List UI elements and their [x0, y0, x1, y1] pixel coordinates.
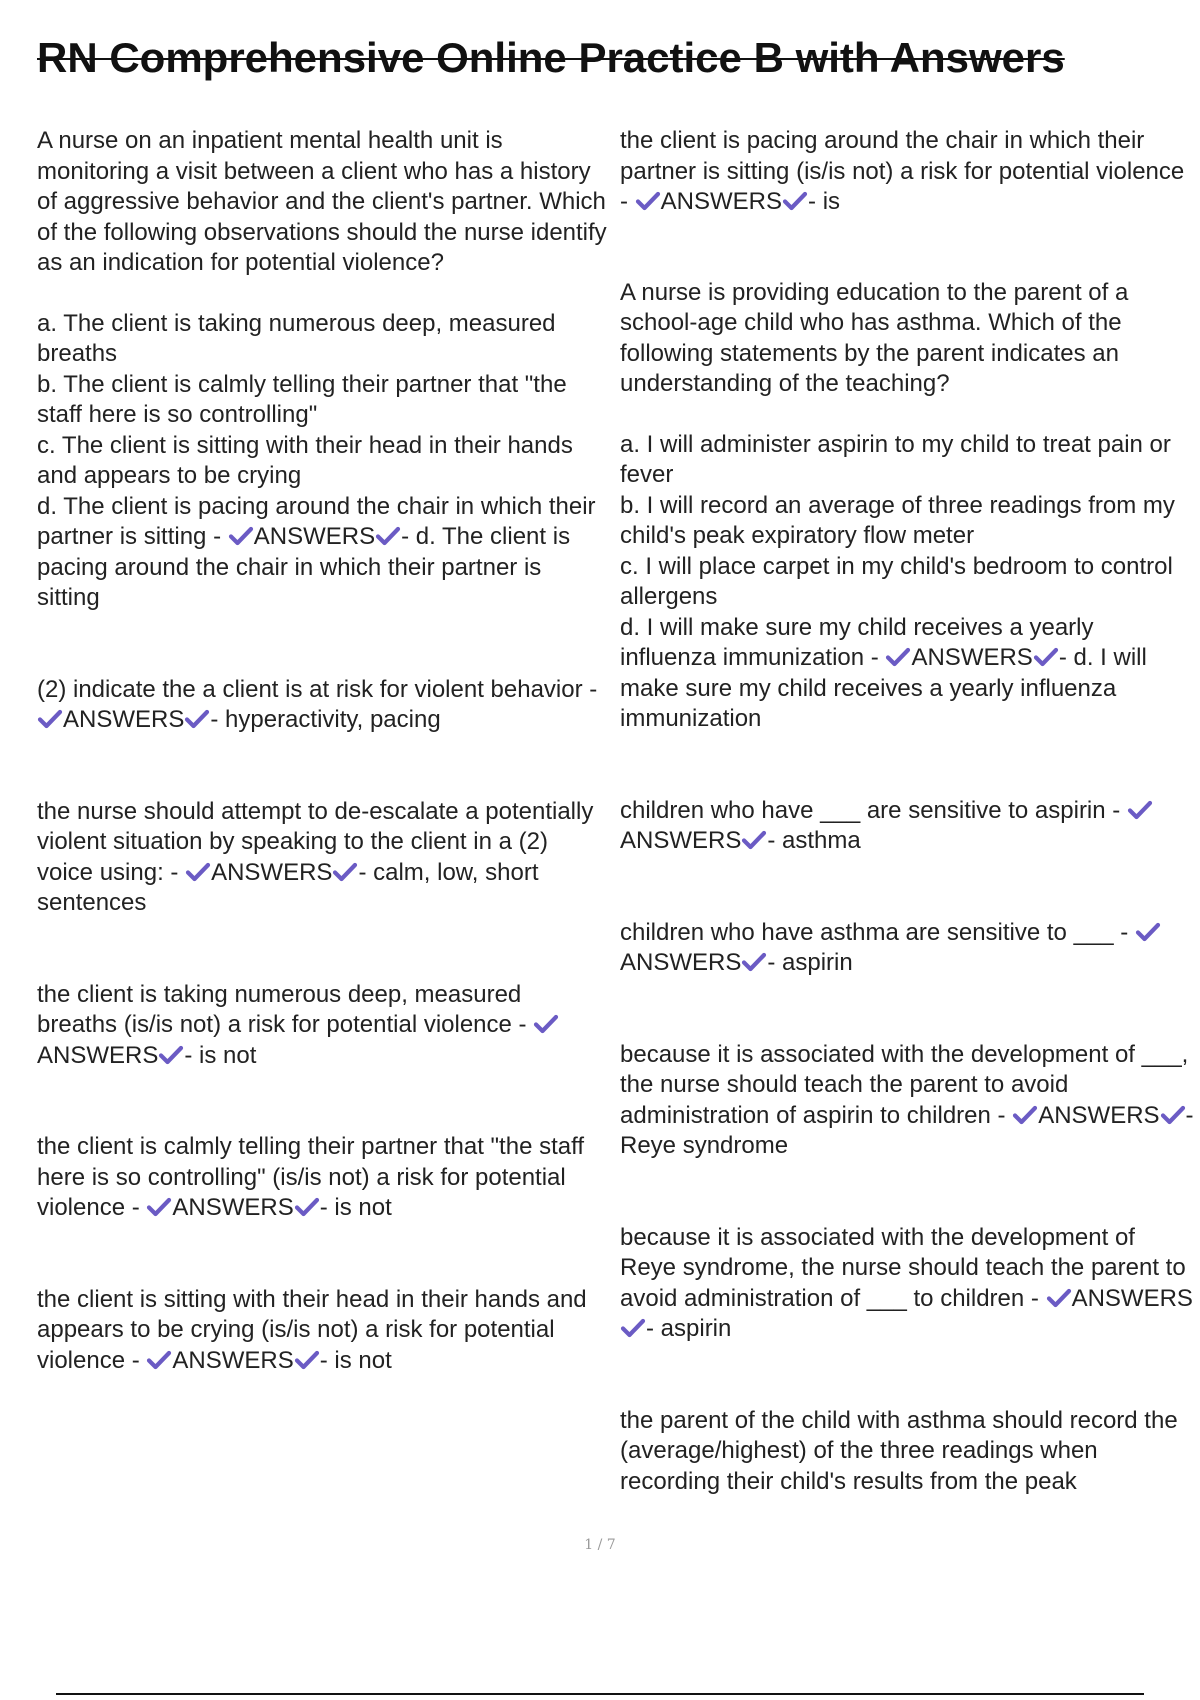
check-icon [146, 1196, 172, 1218]
option-a: a. I will administer aspirin to my child to treat pain or fever [620, 430, 1171, 488]
check-icon [184, 708, 210, 730]
answer-text: - d. I will make sure my child receives a yearly influenza immunization [620, 644, 1147, 732]
option-c: c. I will place carpet in my child's bedroom to control allergens [620, 552, 1173, 610]
question-stem: A nurse on an inpatient mental health unit is monitoring a visit between a client who has a history of aggressive behavior and the client's partner. Which of the following observations should the nurse identify as an indication for potential violence? [37, 127, 607, 276]
check-icon [375, 525, 401, 547]
answers-marker: ANSWERS [37, 1041, 159, 1069]
answer-text: - is [808, 188, 841, 215]
answers-marker: ANSWERS [911, 644, 1033, 671]
check-icon [741, 951, 767, 973]
answers-marker: ANSWERS [211, 858, 333, 886]
flashcard-prompt: the parent of the child with asthma should record the (average/highest) of the three readings when recording their child's results from the peak [620, 1406, 1178, 1495]
flashcard-prompt: the nurse should attempt to de-escalate a potentially violent situation by speaking to the client in a (2) voice using: - [37, 797, 594, 886]
question-block [620, 278, 1195, 735]
right-column [620, 126, 1195, 1497]
flashcard [620, 796, 1195, 857]
answer-text: - hyperactivity, pacing [210, 706, 441, 733]
option-a: a. The client is taking numerous deep, measured breaths [37, 309, 556, 367]
answers-marker: ANSWERS [172, 1346, 294, 1374]
check-icon [635, 190, 661, 212]
answers-marker: ANSWERS [620, 949, 742, 976]
option-d: d. I will make sure my child receives a yearly influenza immunization - [620, 613, 1094, 671]
check-icon [1046, 1287, 1072, 1309]
flashcard-prompt: (2) indicate the a client is at risk for violent behavior - [37, 675, 598, 703]
answer-text: - aspirin [767, 949, 853, 976]
flashcard-prompt: the client is sitting with their head in their hands and appears to be crying (is/is not) a risk for potential violence - [37, 1285, 587, 1374]
answer-text: - aspirin [646, 1315, 732, 1342]
flashcard [37, 1132, 607, 1224]
check-icon [185, 861, 211, 883]
flashcard [37, 980, 607, 1072]
question-block [37, 126, 607, 614]
check-icon [158, 1044, 184, 1066]
check-icon [37, 708, 63, 730]
check-icon [332, 861, 358, 883]
flashcard [620, 1040, 1195, 1162]
answer-text: - is not [319, 1194, 392, 1221]
check-icon [1135, 921, 1161, 943]
check-icon [533, 1013, 559, 1035]
check-icon [782, 190, 808, 212]
flashcard-prompt: because it is associated with the development of Reye syndrome, the nurse should teach the parent to avoid administration of ___ to children - [620, 1223, 1186, 1312]
check-icon [1033, 646, 1059, 668]
check-icon [1012, 1104, 1038, 1126]
flashcard-prompt: because it is associated with the development of ___, the nurse should teach the parent to avoid administration of aspirin to children - [620, 1040, 1189, 1129]
flashcard [37, 675, 607, 736]
check-icon [1127, 799, 1153, 821]
answers-marker: ANSWERS [172, 1194, 294, 1221]
option-b: b. The client is calmly telling their partner that "the staff here is so controlling" [37, 370, 567, 428]
option-b: b. I will record an average of three readings from my child's peak expiratory flow meter [620, 491, 1175, 549]
flashcard [620, 1406, 1195, 1498]
check-icon [1160, 1104, 1186, 1126]
option-c: c. The client is sitting with their head in their hands and appears to be crying [37, 431, 573, 489]
flashcard-prompt: children who have asthma are sensitive to ___ - [620, 918, 1129, 946]
flashcard-prompt: the client is calmly telling their partner that "the staff here is so controlling" (is/is not) a risk for potential violence - [37, 1133, 585, 1221]
left-column [37, 126, 607, 1376]
answers-marker: ANSWERS [1071, 1284, 1193, 1312]
flashcard-prompt: the client is taking numerous deep, measured breaths (is/is not) a risk for potential violence - [37, 980, 527, 1038]
option-d: d. The client is pacing around the chair in which their partner is sitting - [37, 492, 596, 550]
check-icon [294, 1349, 320, 1371]
option-d-with-answer [37, 492, 607, 614]
check-icon [741, 829, 767, 851]
page-number: 1 / 7 [584, 1537, 616, 1553]
check-icon [146, 1349, 172, 1371]
question-stem: A nurse is providing education to the parent of a school-age child who has asthma. Which of the following statements by the parent indicates an understanding of the teaching? [620, 278, 1129, 397]
flashcard [37, 1285, 607, 1377]
option-d-with-answer [620, 613, 1195, 735]
check-icon [228, 525, 254, 547]
answer-text: - Reye syndrome [620, 1101, 1194, 1159]
answer-text: - d. The client is pacing around the chair in which their partner is sitting [37, 523, 571, 611]
check-icon [620, 1317, 646, 1339]
answers-marker: ANSWERS [253, 523, 376, 550]
answer-text: - asthma [767, 827, 861, 854]
flashcard-prompt: children who have ___ are sensitive to aspirin - [620, 796, 1121, 824]
document-title: RN Comprehensive Online Practice B with Answers [37, 34, 1065, 81]
flashcard [620, 126, 1195, 218]
bottom-divider [56, 1693, 1144, 1695]
answer-text: - is not [184, 1041, 257, 1069]
answers-marker: ANSWERS [63, 706, 185, 733]
flashcard [37, 797, 607, 919]
flashcard [620, 1223, 1195, 1345]
answers-marker: ANSWERS [660, 188, 783, 215]
flashcard-prompt: the client is pacing around the chair in which their partner is sitting (is/is not) a risk for potential violence - [620, 127, 1185, 215]
check-icon [294, 1196, 320, 1218]
answer-text: - calm, low, short sentences [37, 858, 539, 916]
answers-marker: ANSWERS [1038, 1101, 1160, 1129]
flashcard [620, 918, 1195, 979]
answers-marker: ANSWERS [620, 827, 742, 854]
check-icon [885, 646, 911, 668]
answer-text: - is not [319, 1346, 392, 1374]
